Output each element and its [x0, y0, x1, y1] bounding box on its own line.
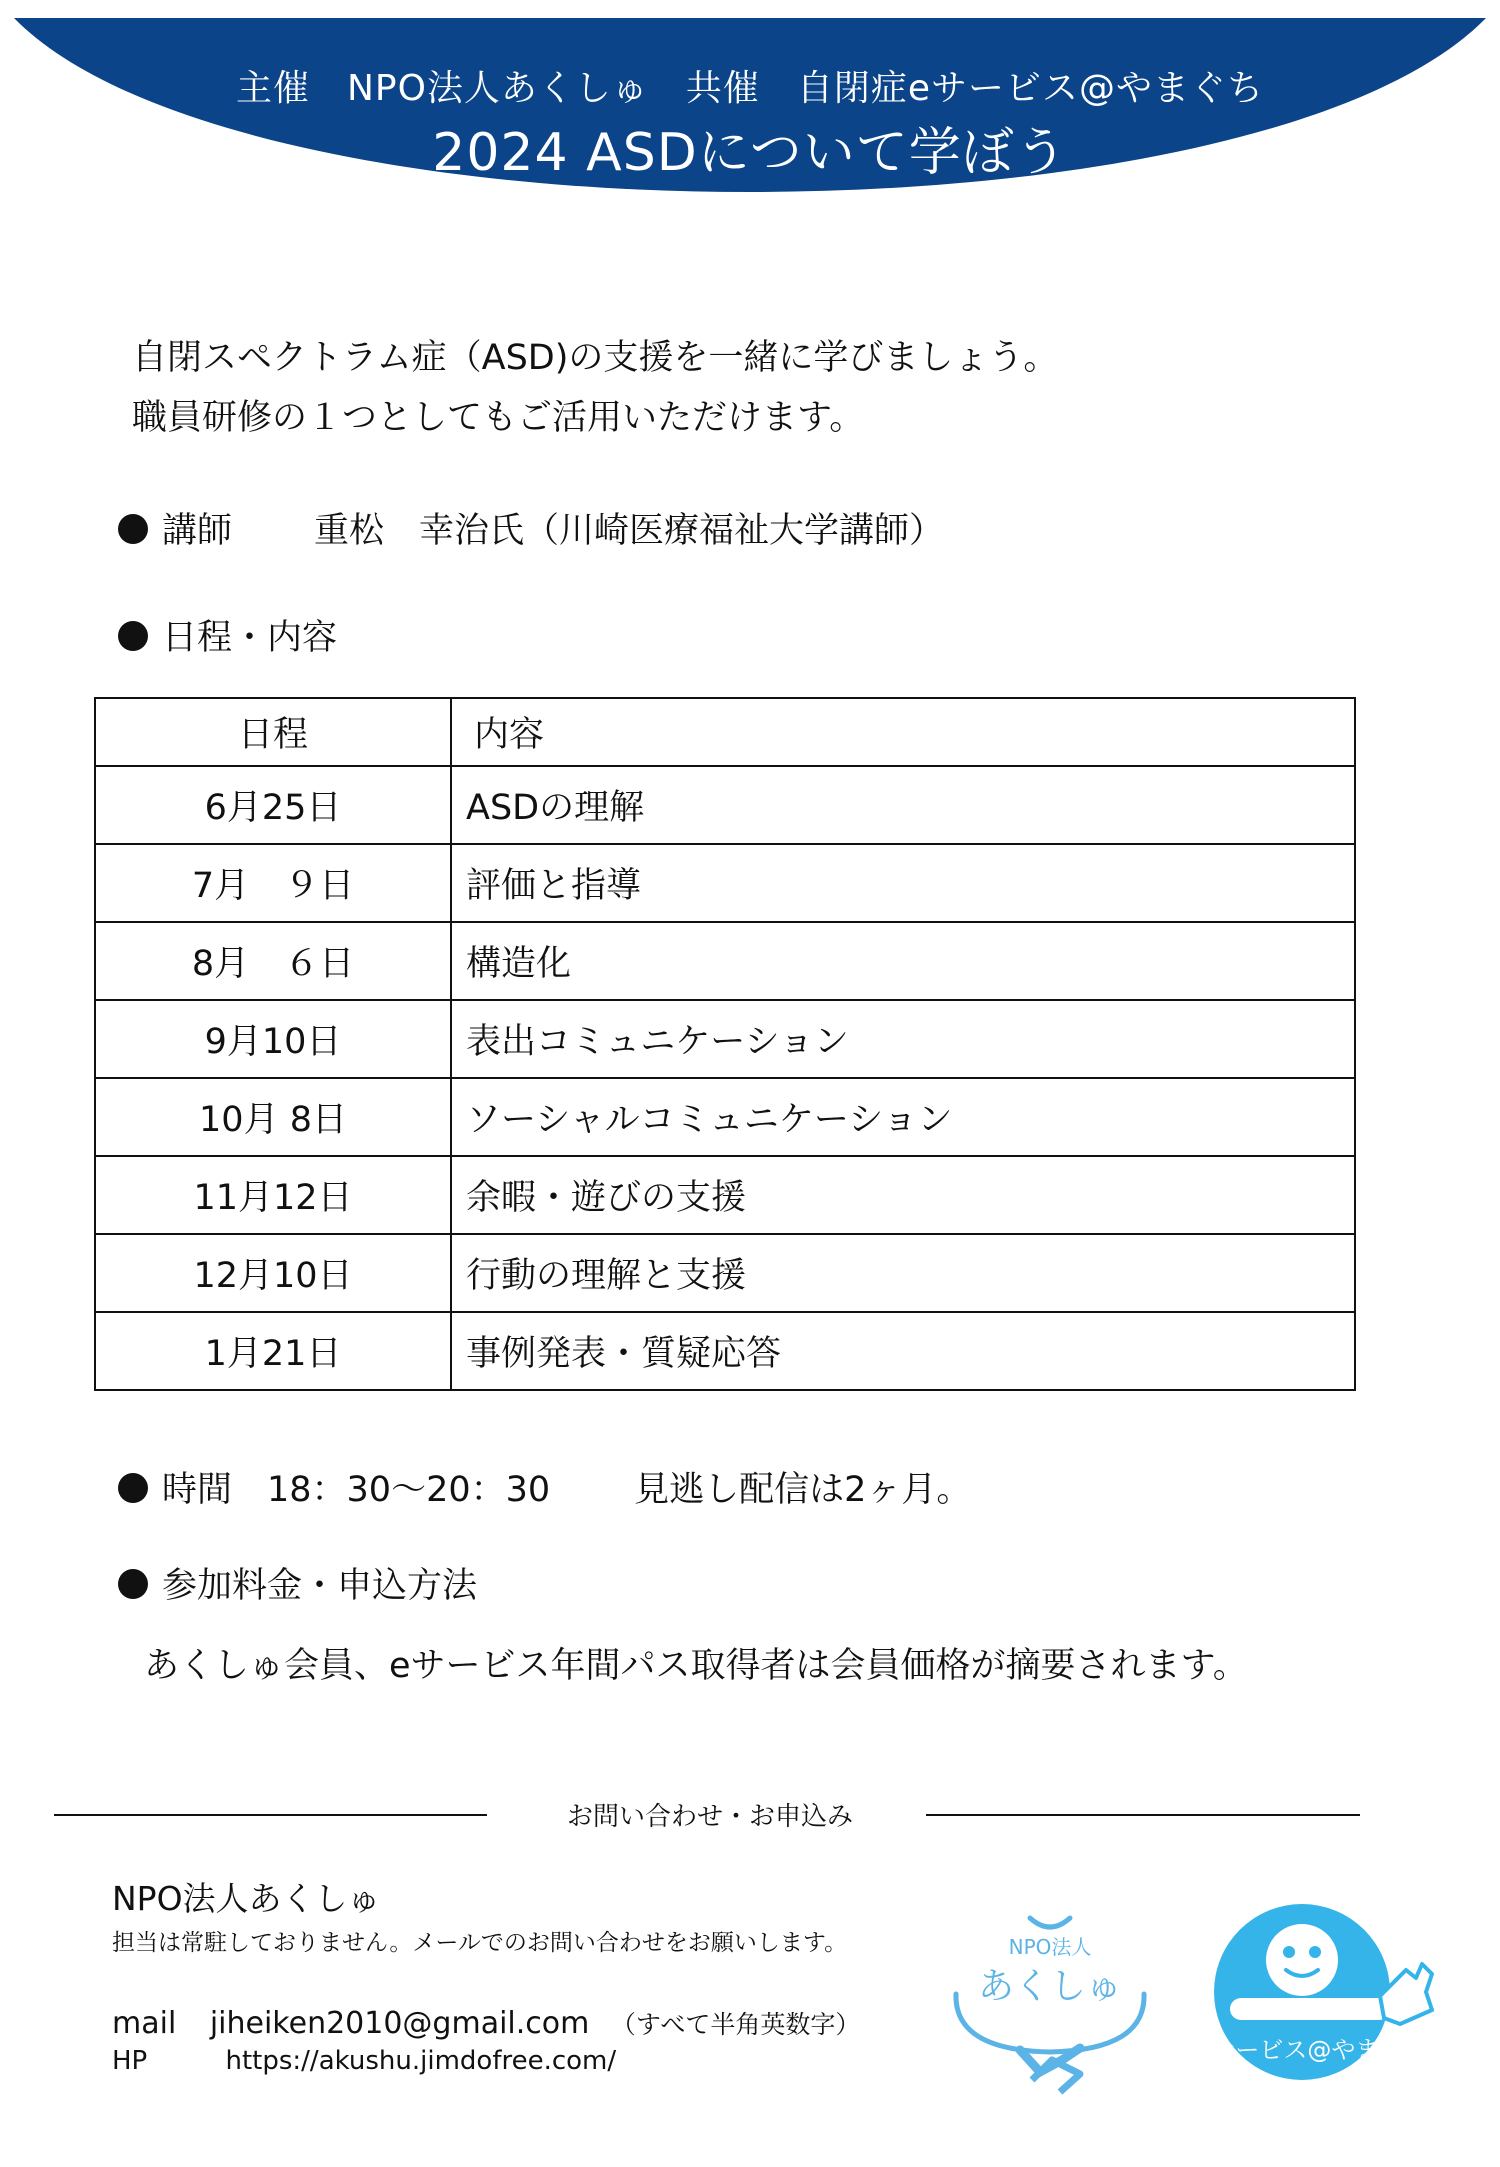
header-banner: [0, 0, 1500, 250]
org-name: NPO法人あくしゅ: [112, 1879, 381, 1918]
column-header-content: 内容: [451, 698, 1355, 766]
bullet-icon: [118, 621, 148, 651]
mail-label: mail: [112, 2006, 177, 2041]
table-row: [95, 1000, 1355, 1078]
schedule-date: 10月 8日: [95, 1078, 451, 1156]
contact-title: お問い合わせ・お申込み: [566, 1802, 853, 1832]
schedule-heading: [118, 610, 337, 660]
hp-row: [112, 2046, 616, 2076]
lecturer-name: 重松 幸治氏（川崎医療福祉大学講師）: [314, 511, 945, 551]
fee-section: [118, 1558, 477, 1608]
schedule-content: 余暇・遊びの支援: [451, 1156, 1355, 1234]
table-row: [95, 1156, 1355, 1234]
intro-text: [132, 328, 1058, 448]
intro-line-1: 自閉スペクトラム症（ASD)の支援を一緒に学びましょう。: [132, 338, 1059, 378]
table-row: [95, 922, 1355, 1000]
schedule-heading-label: 日程・内容: [162, 618, 338, 658]
schedule-content: 評価と指導: [451, 844, 1355, 922]
table-header-row: [95, 698, 1355, 766]
schedule-date: 1月21日: [95, 1312, 451, 1390]
table-row: [95, 1234, 1355, 1312]
eservice-logo-graphic: [1200, 1900, 1440, 2090]
fee-heading: 参加料金・申込方法: [162, 1566, 478, 1606]
bullet-icon: [118, 1473, 148, 1503]
schedule-content: 行動の理解と支援: [451, 1234, 1355, 1312]
eservice-logo-text: eサービス@やまぐち: [1200, 2036, 1428, 2064]
hp-label: HP: [112, 2046, 148, 2076]
table-row: [95, 1078, 1355, 1156]
divider-right: [926, 1814, 1360, 1816]
hp-link[interactable]: https://akushu.jimdofree.com/: [225, 2046, 617, 2076]
fee-text: あくしゅ会員、eサービス年間パス取得者は会員価格が摘要されます。: [144, 1646, 1248, 1686]
bullet-icon: [118, 514, 148, 544]
schedule-table: [94, 697, 1356, 1391]
schedule-date: 11月12日: [95, 1156, 451, 1234]
akushu-logo-main-text: あくしゅ: [977, 1966, 1123, 2007]
mail-note: （すべて半角英数字）: [610, 2010, 861, 2039]
schedule-content: 構造化: [451, 922, 1355, 1000]
time-label: 時間 18：30〜20：30: [162, 1470, 551, 1510]
schedule-content: ASDの理解: [451, 766, 1355, 844]
mail-address[interactable]: jiheiken2010@gmail.com: [209, 2006, 590, 2041]
intro-line-2: 職員研修の１つとしてもご活用いただけます。: [132, 398, 865, 438]
bullet-icon: [118, 1569, 148, 1599]
akushu-logo: [940, 1910, 1160, 2100]
akushu-logo-graphic: [940, 1910, 1160, 2100]
schedule-content: 事例発表・質疑応答: [451, 1312, 1355, 1390]
schedule-date: 6月25日: [95, 766, 451, 844]
akushu-logo-small-text: NPO法人: [1008, 1935, 1092, 1959]
schedule-date: 7月 ９日: [95, 844, 451, 922]
mail-row: [112, 2005, 860, 2041]
time-section: [118, 1462, 971, 1512]
schedule-content: 表出コミュニケーション: [451, 1000, 1355, 1078]
table-row: [95, 1312, 1355, 1390]
schedule-date: 9月10日: [95, 1000, 451, 1078]
contact-note: 担当は常駐しておりません。メールでのお問い合わせをお願いします。: [112, 1930, 848, 1956]
organizer-line: 主催 NPO法人あくしゅ 共催 自閉症eサービス@やまぐち: [235, 68, 1265, 109]
eservice-logo: [1200, 1900, 1440, 2090]
lecturer-section: [118, 503, 944, 553]
replay-note: 見逃し配信は2ヶ月。: [634, 1470, 972, 1510]
schedule-date: 12月10日: [95, 1234, 451, 1312]
schedule-date: 8月 ６日: [95, 922, 451, 1000]
table-row: [95, 844, 1355, 922]
page-title: 2024 ASDについて学ぼう: [432, 123, 1068, 183]
table-row: [95, 766, 1355, 844]
column-header-date: 日程: [95, 698, 451, 766]
lecturer-label: 講師: [162, 511, 233, 551]
schedule-content: ソーシャルコミュニケーション: [451, 1078, 1355, 1156]
